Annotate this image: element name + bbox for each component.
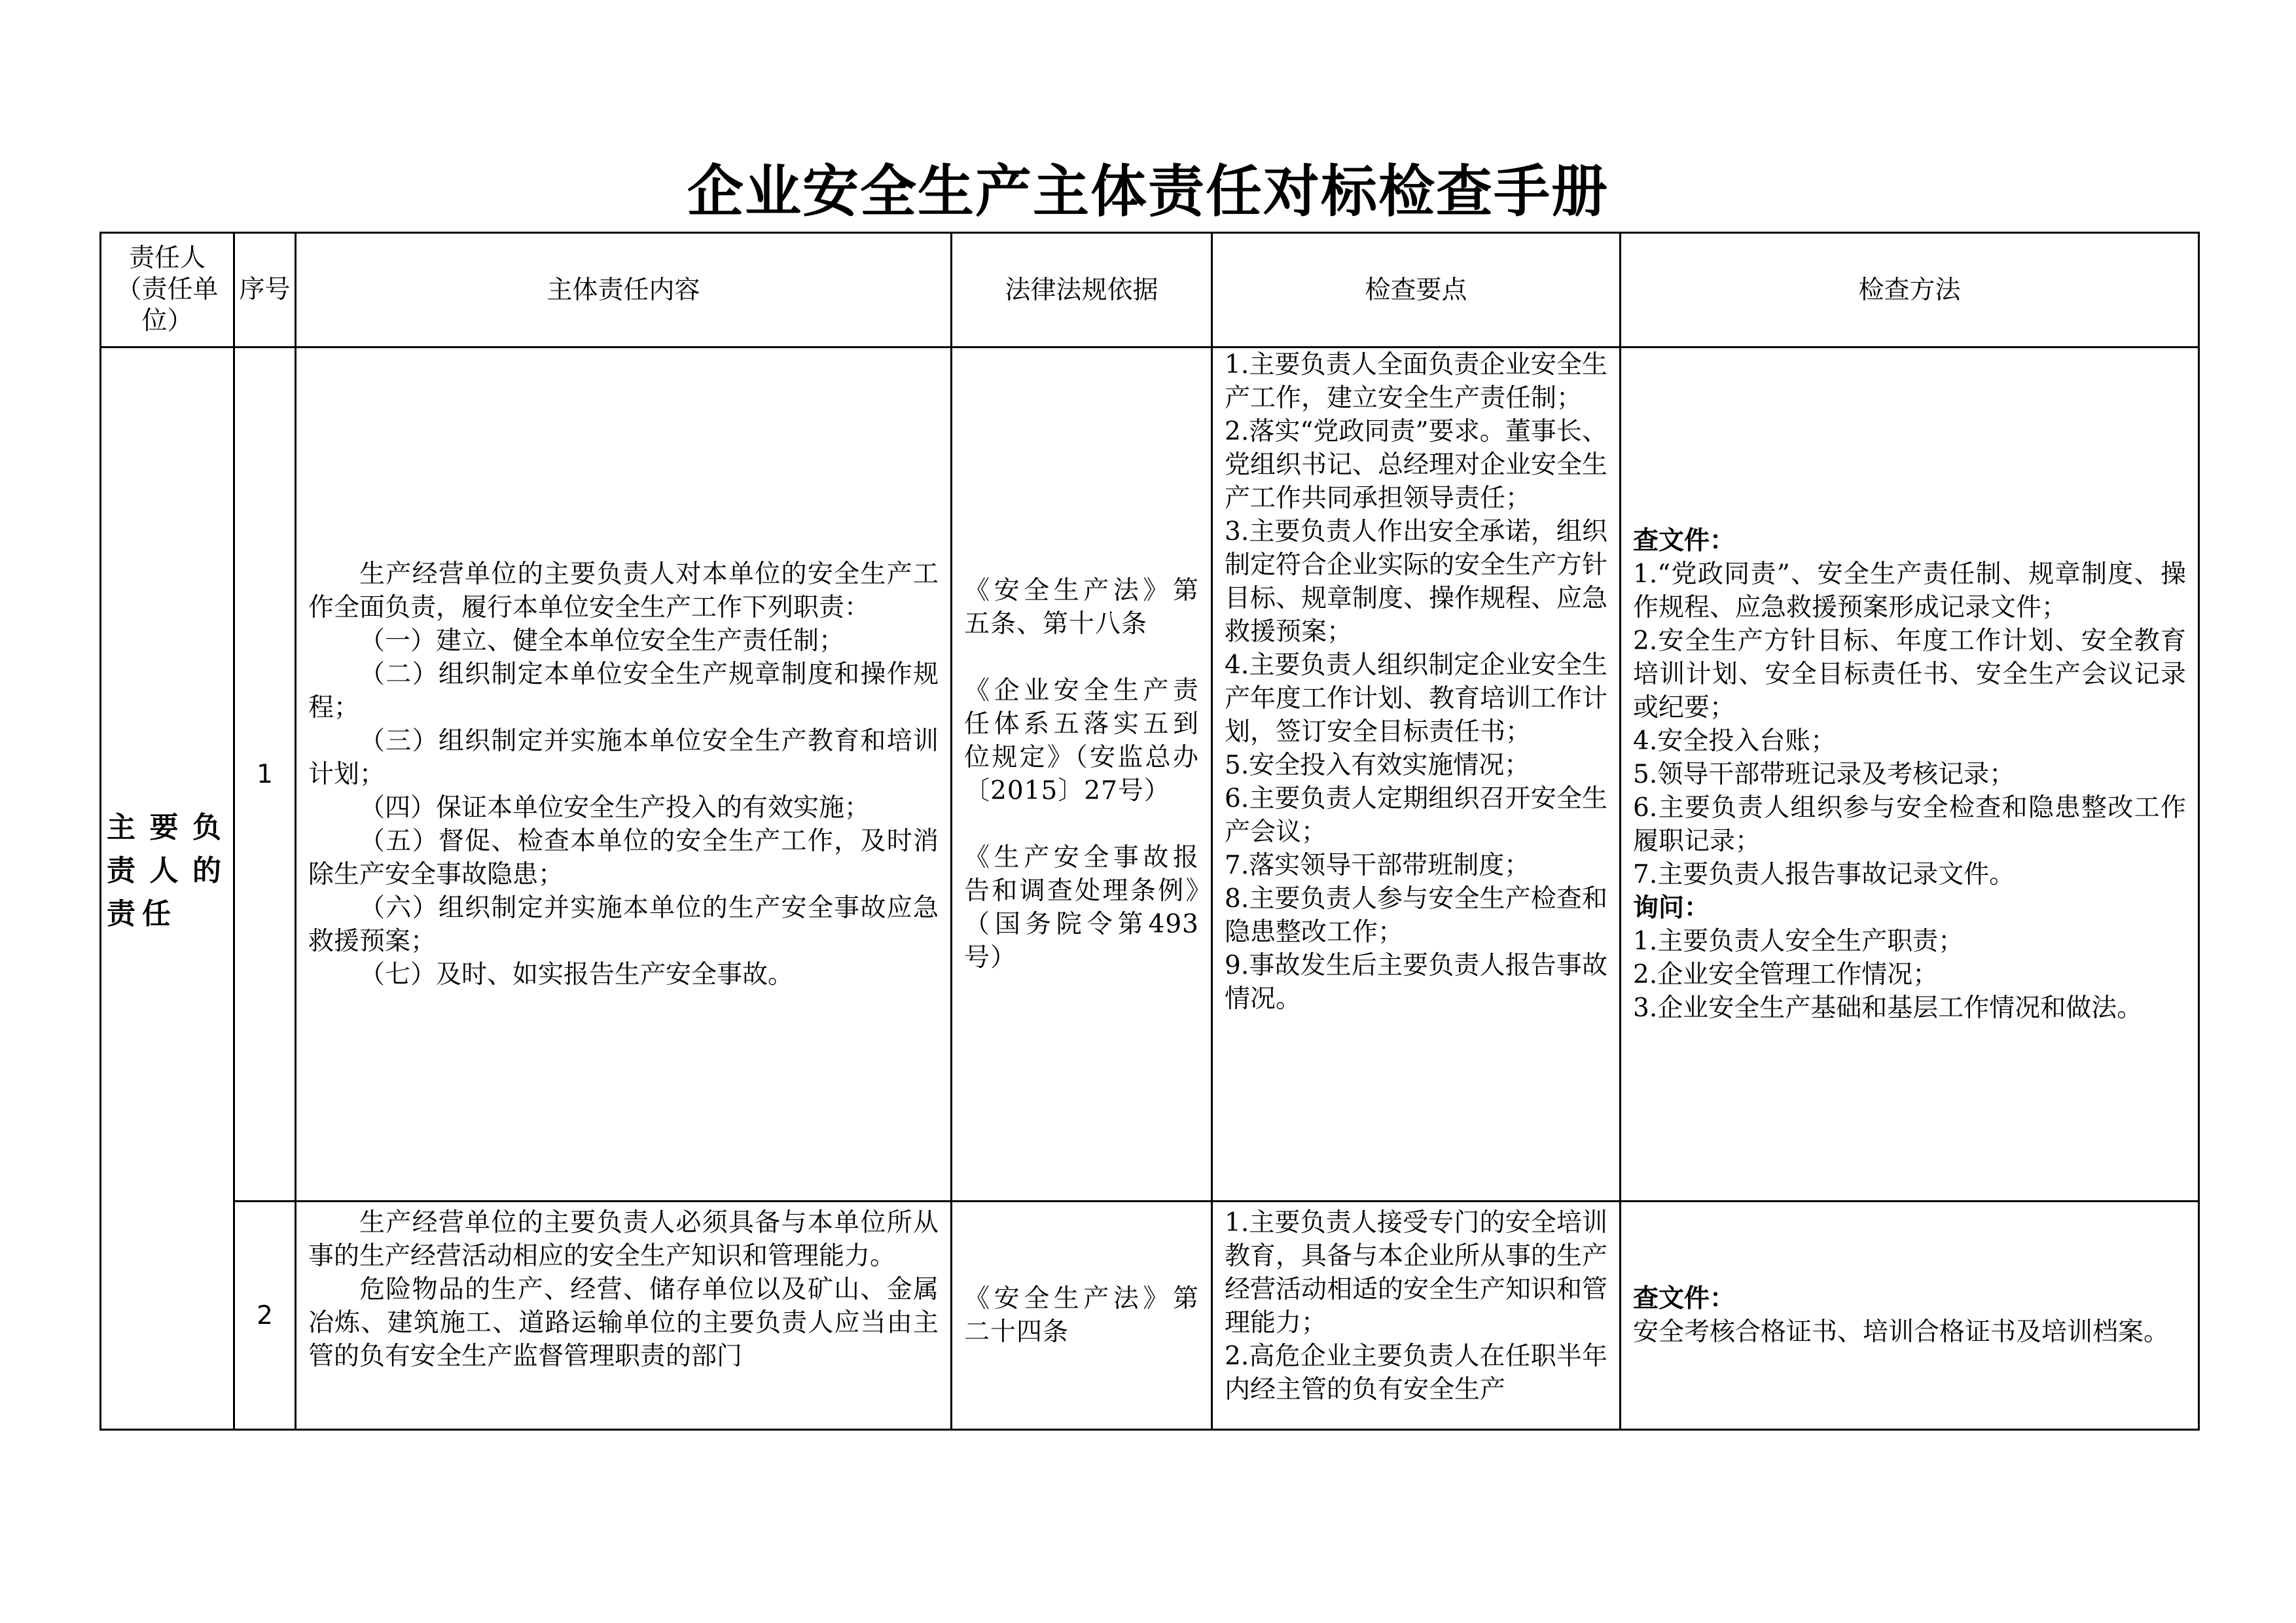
point-item: 6.主要负责人定期组织召开安全生产会议；: [1225, 784, 1607, 847]
method-item: 4.安全投入台账；: [1633, 726, 1837, 756]
content-line: （二）组织制定本单位安全生产规章制度和操作规程；: [308, 659, 939, 722]
point-item: 7.落实领导干部带班制度；: [1225, 851, 1530, 880]
method-label-docs: 查文件：: [1633, 1284, 1736, 1313]
header-seq: 序号: [234, 233, 296, 348]
point-item: 2.高危企业主要负责人在任职半年内经主管的负有安全生产: [1225, 1342, 1607, 1404]
law-cell: [952, 1202, 1212, 1430]
method-cell: [1621, 1202, 2199, 1430]
person-label: 主要负责人的责任: [107, 811, 228, 931]
point-item: 1.主要负责人全面负责企业安全生产工作，建立安全生产责任制；: [1225, 350, 1607, 413]
method-item: 3.企业安全生产基础和基层工作情况和做法。: [1633, 993, 2143, 1023]
point-item: 8.主要负责人参与安全生产检查和隐患整改工作；: [1225, 884, 1607, 947]
page-title: 企业安全生产主体责任对标检查手册: [687, 159, 1609, 224]
header-content: 主体责任内容: [296, 233, 952, 348]
responsibility-table: [99, 232, 2200, 1431]
method-item: 1.“党政同责”、安全生产责任制、规章制度、操作规程、应急救援预案形成记录文件；: [1633, 559, 2186, 622]
content-cell: [296, 348, 952, 1202]
method-item: 1.主要负责人安全生产职责；: [1633, 926, 1964, 956]
method-item: 7.主要负责人报告事故记录文件。: [1633, 859, 2015, 889]
law-line: 《安全生产法》第二十四条: [964, 1284, 1199, 1347]
content-line: （七）及时、如实报告生产安全事故。: [359, 959, 794, 990]
header-points: 检查要点: [1212, 233, 1621, 348]
method-item: 2.安全生产方针目标、年度工作计划、安全教育培训计划、安全目标责任书、安全生产会议记录或纪要；: [1633, 626, 2186, 722]
content-line: 生产经营单位的主要负责人对本单位的安全生产工作全面负责，履行本单位安全生产工作下列职责：: [308, 559, 939, 622]
law-line: 《企业安全生产责任体系五落实五到位规定》（安监总办〔2015〕27号）: [964, 676, 1199, 806]
point-item: 9.事故发生后主要负责人报告事故情况。: [1225, 951, 1607, 1014]
method-cell: [1621, 348, 2199, 1202]
header-law: 法律法规依据: [952, 233, 1212, 348]
person-cell: [101, 348, 234, 1430]
method-label-docs: 查文件：: [1633, 526, 1736, 556]
content-line: （一）建立、健全本单位安全生产责任制；: [359, 626, 845, 656]
content-cell: [296, 1202, 952, 1430]
content-line: 危险物品的生产、经营、储存单位以及矿山、金属冶炼、建筑施工、道路运输单位的主要负责人应当由主管的负有安全生产监督管理职责的部门: [308, 1275, 939, 1371]
content-line: 生产经营单位的主要负责人必须具备与本单位所从事的生产经营活动相应的安全生产知识和管理能力。: [308, 1208, 939, 1271]
law-line: 《安全生产法》第五条、第十八条: [964, 576, 1199, 639]
point-item: 4.主要负责人组织制定企业安全生产年度工作计划、教育培训工作计划，签订安全目标责任书；: [1225, 651, 1608, 747]
method-item: 2.企业安全管理工作情况；: [1633, 959, 1939, 990]
points-cell: [1212, 1202, 1621, 1430]
header-person: 责任人（责任单位）: [101, 233, 234, 348]
method-item: 安全考核合格证书、培训合格证书及培训档案。: [1633, 1317, 2170, 1347]
table-row: [101, 1202, 2199, 1430]
table-header-row: [101, 233, 2199, 348]
content-line: （四）保证本单位安全生产投入的有效实施；: [359, 793, 870, 823]
header-method: 检查方法: [1621, 233, 2199, 348]
law-cell: [952, 348, 1212, 1202]
point-item: 1.主要负责人接受专门的安全培训教育，具备与本企业所从事的生产经营活动相适的安全生产知识和管理能力；: [1225, 1208, 1608, 1338]
table-row: [101, 348, 2199, 1202]
method-item: 6.主要负责人组织参与安全检查和隐患整改工作履职记录；: [1633, 793, 2186, 856]
method-item: 5.领导干部带班记录及考核记录；: [1633, 759, 2015, 789]
content-line: （三）组织制定并实施本单位安全生产教育和培训计划；: [308, 726, 939, 789]
point-item: 2.落实“党政同责”要求。董事长、党组织书记、总经理对企业安全生产工作共同承担领导责任；: [1225, 417, 1608, 513]
point-item: 5.安全投入有效实施情况；: [1225, 751, 1530, 780]
law-line: 《生产安全事故报告和调查处理条例》（国务院令第493号）: [964, 843, 1199, 972]
seq-cell: 2: [234, 1202, 296, 1430]
seq-cell: 1: [234, 348, 296, 1202]
points-cell: [1212, 348, 1621, 1202]
method-label-inquiry: 询问：: [1633, 893, 1710, 923]
content-line: （五）督促、检查本单位的安全生产工作，及时消除生产安全事故隐患；: [308, 826, 939, 889]
point-item: 3.主要负责人作出安全承诺，组织制定符合企业实际的安全生产方针目标、规章制度、操作规程、应急救援预案；: [1225, 517, 1608, 647]
content-line: （六）组织制定并实施本单位的生产安全事故应急救援预案；: [308, 893, 939, 956]
